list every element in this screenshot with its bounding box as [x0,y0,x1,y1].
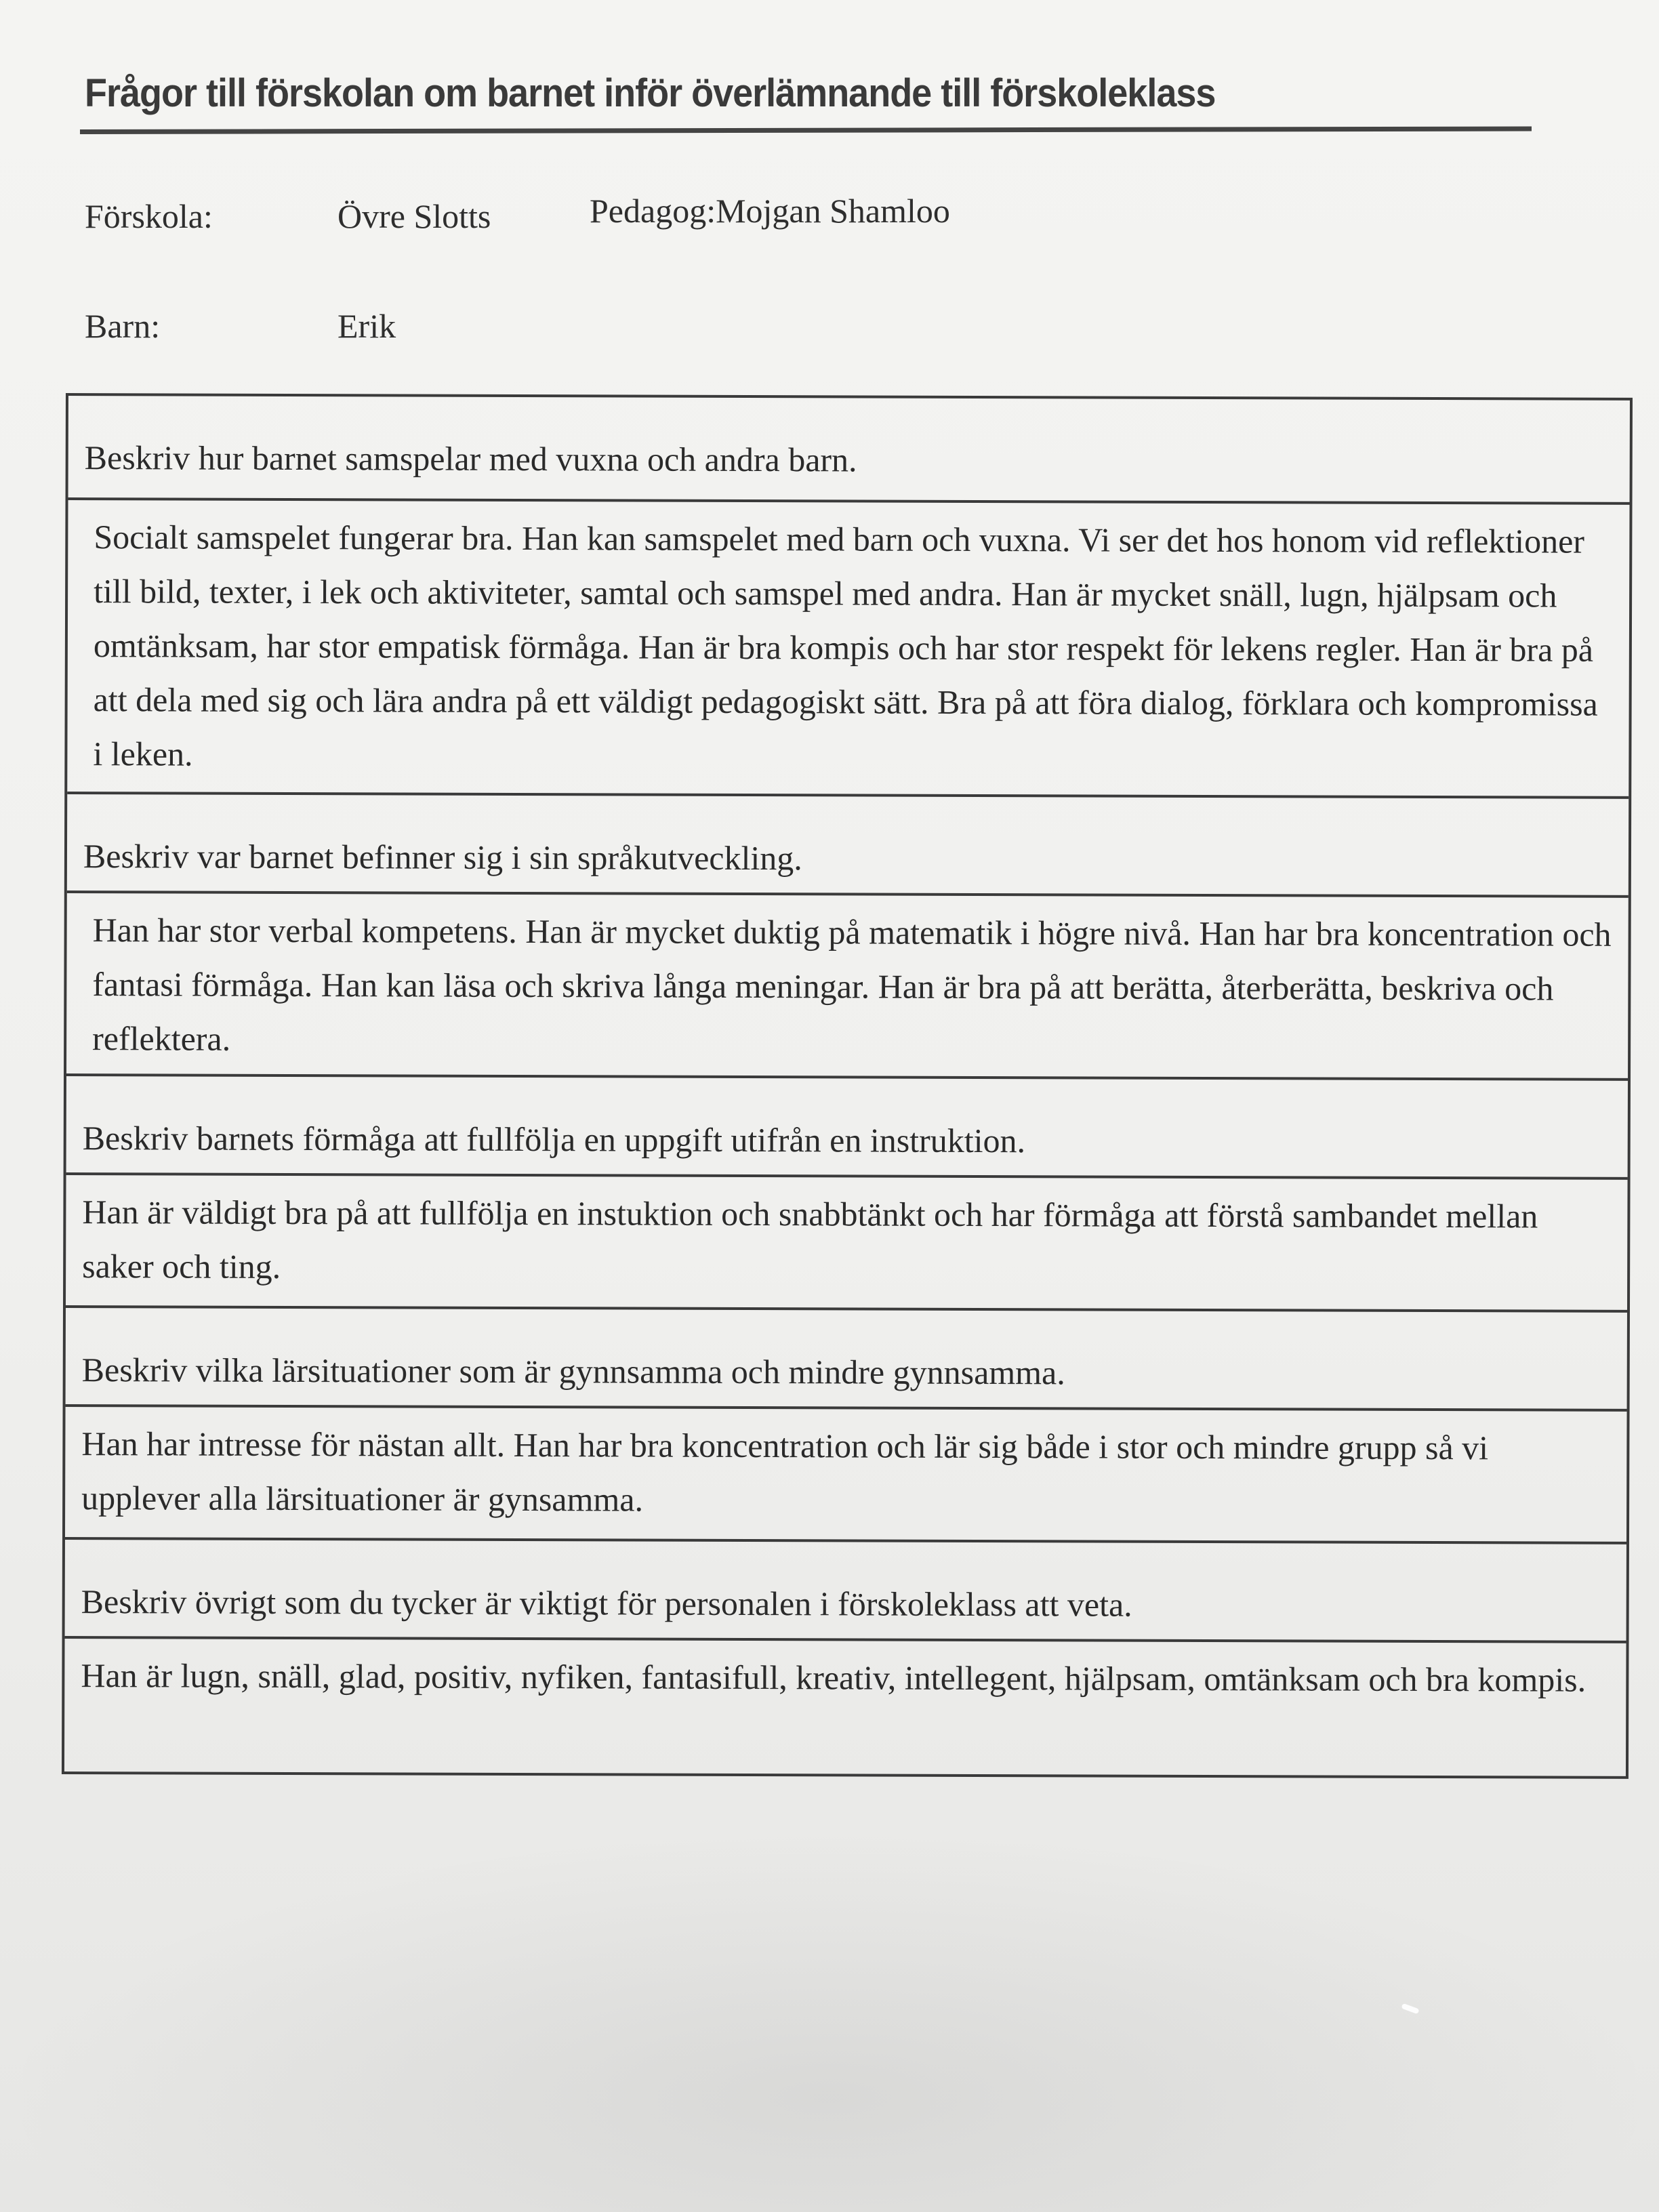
page-shadow [0,1830,1659,2212]
preschool-value: Övre Slotts [337,197,491,235]
answer-row-2: Han har stor verbal kompetens. Han är mycket duktig på matematik i högre nivå. Han har bra koncentration och fantasi förmåga. Han kan läsa och skriva långa meningar. Han är bra på att berätta, återberätta, beskriva och reflektera. [66,893,1629,1081]
teacher-field: Pedagog:Mojgan Shamloo [590,192,950,230]
question-row-4: Beskriv vilka lärsituationer som är gynnsamma och mindre gynnsamma. [66,1308,1627,1412]
question-row-5: Beskriv övrigt som du tycker är viktigt för personalen i förskoleklass att veta. [65,1540,1626,1643]
preschool-label: Förskola: [85,197,213,235]
question-row-3: Beskriv barnets förmåga att fullfölja en uppgift utifrån en instruktion. [66,1076,1628,1180]
child-value: Erik [337,307,396,345]
document-title: Frågor till förskolan om barnet inför överlämnande till förskoleklass [85,71,1216,115]
child-label: Barn: [85,307,161,345]
answer-row-4: Han har intresse för nästan allt. Han har bra koncentration och lär sig både i stor och mindre grupp så vi upplever alla lärsituationer är gynsamma. [65,1407,1627,1544]
question-row-1: Beskriv hur barnet samspelar med vuxna och andra barn. [68,396,1630,505]
answer-row-1: Socialt samspelet fungerar bra. Han kan samspelet med barn och vuxna. Vi ser det hos honom vid reflektioner till bild, texter, i lek och aktiviteter, samtal och samspel med andra. Han är mycket snäll, lugn, hjälpsam och omtänksam, har stor empatisk förmåga. Han är bra kompis och har stor respekt för lekens regler. Han är bra på att dela med sig och lära andra på ett väldigt pedagogiskt sätt. Bra på att föra dialog, förklara och kompromissa i leken. [67,500,1629,799]
answer-row-3: Han är väldigt bra på att fullfölja en instuktion och snabbtänkt och har förmåga att förstå sambandet mellan saker och ting. [66,1175,1628,1313]
title-underline [80,127,1532,134]
question-row-2: Beskriv var barnet befinner sig i sin språkutveckling. [67,794,1629,898]
answer-row-5: Han är lugn, snäll, glad, positiv, nyfiken, fantasifull, kreativ, intellegent, hjälpsam, omtänksam och bra kompis. [81,1656,1586,1699]
question-table [62,393,1633,1779]
